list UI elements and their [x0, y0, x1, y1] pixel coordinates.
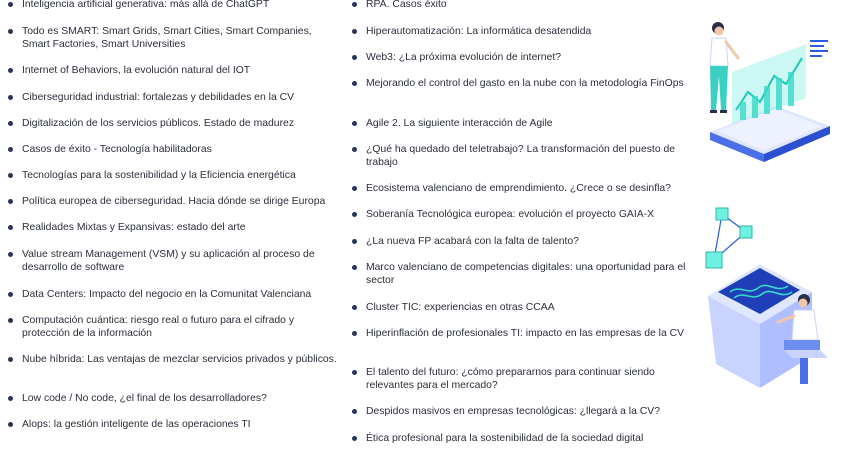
- list-item: [8, 314, 338, 340]
- info-lines-icon: [810, 40, 828, 57]
- list-item-text: Cluster TIC: experiencias en otras CCAA: [366, 302, 555, 313]
- bullet-icon: [352, 370, 357, 375]
- list-item: [8, 221, 338, 234]
- bullet-icon: [8, 95, 13, 100]
- list-item-text: ¿La nueva FP acabará con la falta de talento?: [366, 236, 579, 247]
- data-visualization-illustration: [688, 14, 840, 164]
- bullet-icon: [8, 357, 13, 362]
- bullet-icon: [8, 422, 13, 427]
- list-item-text: Digitalización de los servicios públicos. Estado de madurez: [22, 118, 295, 129]
- bullet-icon: [352, 81, 357, 86]
- list-item-text: Data Centers: Impacto del negocio en la Comunitat Valenciana: [22, 289, 312, 300]
- list-item: [352, 77, 692, 90]
- list-item-text: Internet of Behaviors, la evolución natural del IOT: [22, 65, 251, 76]
- bullet-icon: [352, 331, 357, 336]
- bullet-icon: [352, 55, 357, 60]
- bullet-icon: [8, 292, 13, 297]
- list-item-text: Computación cuántica: riesgo real o futuro para el cifrado y protección de la información: [22, 315, 295, 339]
- list-item-text: Mejorando el control del gasto en la nube con la metodología FinOps: [366, 78, 684, 89]
- list-item: [8, 117, 338, 130]
- list-item-text: Realidades Mixtas y Expansivas: estado del arte: [22, 222, 246, 233]
- bullet-icon: [8, 121, 13, 126]
- list-item: [352, 143, 692, 169]
- list-item-text: El talento del futuro: ¿cómo prepararnos para continuar siendo relevantes para el mercado?: [366, 367, 655, 391]
- bullet-icon: [352, 2, 357, 7]
- list-item-text: Ética profesional para la sostenibilidad de la sociedad digital: [366, 433, 644, 444]
- list-item: [352, 235, 692, 248]
- list-item-text: Marco valenciano de competencias digitales: una oportunidad para el sector: [366, 262, 686, 286]
- bullet-icon: [352, 436, 357, 441]
- list-item-text: Alops: la gestión inteligente de las operaciones TI: [22, 419, 251, 430]
- list-item-text: Casos de éxito - Tecnología habilitadoras: [22, 144, 212, 155]
- list-item-text: Hiperautomatización: La informática desatendida: [366, 26, 592, 37]
- list-item-text: Ciberseguridad industrial: fortalezas y debilidades en la CV: [22, 92, 295, 103]
- list-item: [352, 208, 692, 221]
- bullet-icon: [352, 265, 357, 270]
- list-item-text: Inteligencia artificial generativa: más allá de ChatGPT: [22, 0, 270, 10]
- list-item-text: Tecnologías para la sostenibilidad y la Eficiencia energética: [22, 170, 296, 181]
- list-item: [352, 182, 692, 195]
- list-item: [8, 143, 338, 156]
- list-item: [352, 117, 692, 130]
- list-item-text: ¿Qué ha quedado del teletrabajo? La transformación del puesto de trabajo: [366, 144, 676, 168]
- bullet-icon: [352, 212, 357, 217]
- list-item: [352, 366, 692, 392]
- list-item: [8, 248, 338, 274]
- list-item-text: Política europea de ciberseguridad. Hacia dónde se dirige Europa: [22, 196, 326, 207]
- list-item-text: Agile 2. La siguiente interacción de Agile: [366, 118, 553, 129]
- list-item: [8, 25, 338, 51]
- bullet-icon: [352, 409, 357, 414]
- list-item: [352, 432, 692, 445]
- list-item-text: Web3: ¿La próxima evolución de internet?: [366, 52, 562, 63]
- kiosk-illustration: [700, 200, 840, 400]
- bullet-icon: [352, 147, 357, 152]
- bullet-icon: [352, 29, 357, 34]
- bullet-icon: [8, 318, 13, 323]
- bullet-icon: [352, 121, 357, 126]
- network-nodes-icon: [706, 208, 752, 268]
- list-item-text: Nube híbrida: Las ventajas de mezclar servicios privados y públicos.: [22, 354, 337, 365]
- list-item: [8, 288, 338, 301]
- bullet-icon: [8, 147, 13, 152]
- list-item: [8, 169, 338, 182]
- list-item: [352, 327, 692, 340]
- list-item: [8, 91, 338, 104]
- list-item: [8, 392, 338, 405]
- list-item-text: Todo es SMART: Smart Grids, Smart Cities, Smart Companies, Smart Factories, Smart Universities: [22, 26, 312, 50]
- platform-icon: [710, 106, 830, 162]
- list-item-text: Value stream Management (VSM) y su aplicación al proceso de desarrollo de software: [22, 249, 315, 273]
- list-item-text: Soberanía Tecnológica europea: evolución el proyecto GAIA-X: [366, 209, 655, 220]
- list-item: [8, 195, 338, 208]
- list-item: [352, 25, 692, 38]
- bullet-icon: [8, 173, 13, 178]
- list-item: [8, 64, 338, 77]
- list-item: [352, 405, 692, 418]
- list-item: [352, 261, 692, 287]
- list-item-text: Hiperinflación de profesionales TI: impacto en las empresas de la CV: [366, 328, 685, 339]
- bullet-icon: [8, 396, 13, 401]
- bullet-icon: [8, 68, 13, 73]
- bullet-icon: [8, 252, 13, 257]
- bullet-icon: [8, 199, 13, 204]
- bullet-icon: [352, 239, 357, 244]
- bullet-icon: [8, 29, 13, 34]
- list-item: [8, 0, 338, 11]
- list-item-text: Despidos masivos en empresas tecnológicas: ¿llegará a la CV?: [366, 406, 660, 417]
- list-item: [8, 353, 338, 366]
- list-item-text: Ecosistema valenciano de emprendimiento. ¿Crece o se desinfla?: [366, 183, 671, 194]
- bullet-icon: [8, 225, 13, 230]
- bullet-icon: [352, 186, 357, 191]
- bullet-icon: [352, 305, 357, 310]
- list-item: [352, 301, 692, 314]
- chart-screen-icon: [732, 44, 806, 124]
- list-item: [352, 51, 692, 64]
- list-item-text: Low code / No code, ¿el final de los desarrolladores?: [22, 393, 267, 404]
- bullet-icon: [8, 2, 13, 7]
- list-item: [8, 418, 338, 431]
- list-item: [352, 0, 692, 11]
- list-item-text: RPA. Casos éxito: [366, 0, 447, 10]
